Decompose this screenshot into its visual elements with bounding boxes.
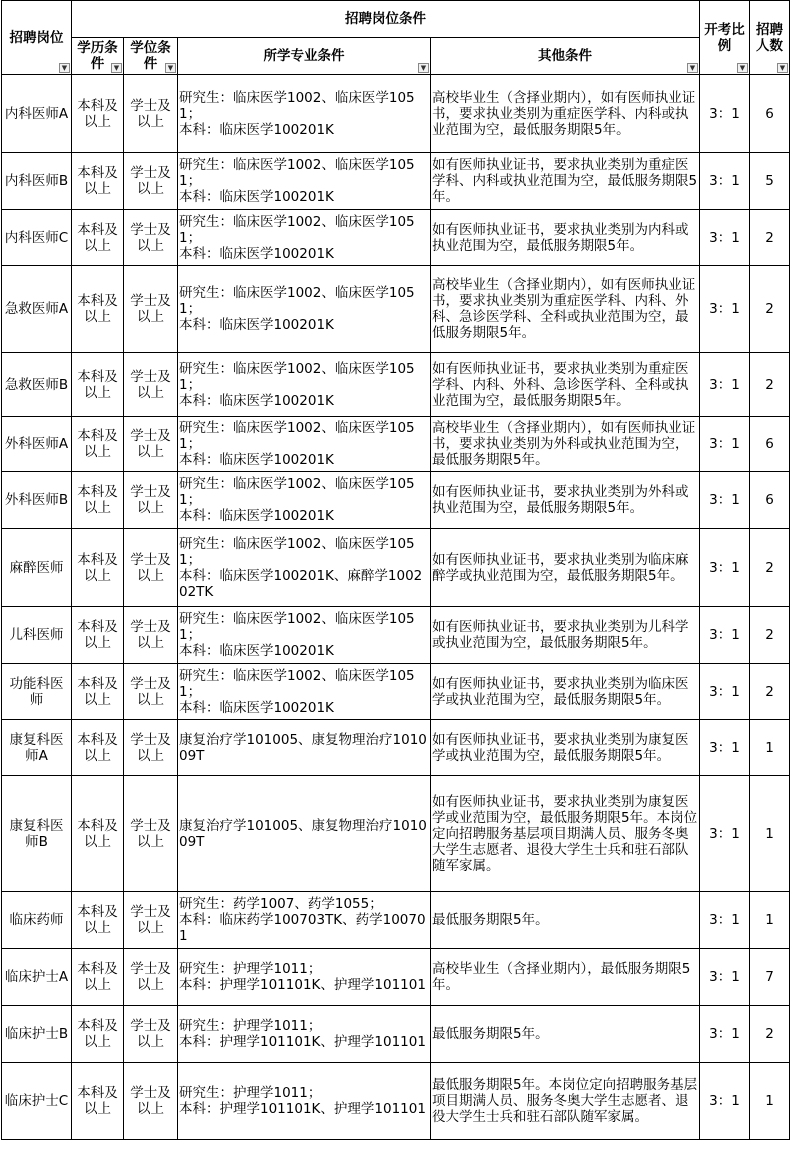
cell-position: 急救医师B bbox=[2, 353, 72, 417]
cell-count: 2 bbox=[750, 529, 790, 607]
cell-count: 2 bbox=[750, 1006, 790, 1063]
cell-education: 本科及以上 bbox=[72, 417, 124, 472]
cell-major: 研究生：临床医学1002、临床医学1051； 本科：临床医学100201K、麻醉学100202TK bbox=[178, 529, 431, 607]
cell-degree: 学士及以上 bbox=[124, 1006, 178, 1063]
cell-major: 研究生：临床医学1002、临床医学1051； 本科：临床医学100201K bbox=[178, 266, 431, 353]
dropdown-filter-icon[interactable]: ▼ bbox=[165, 63, 176, 73]
cell-count: 6 bbox=[750, 75, 790, 153]
cell-ratio: 3：1 bbox=[700, 1063, 750, 1140]
table-row bbox=[2, 1063, 790, 1140]
cell-major: 研究生：临床医学1002、临床医学1051； 本科：临床医学100201K bbox=[178, 75, 431, 153]
cell-major: 研究生：药学1007、药学1055； 本科：临床药学100703TK、药学100701 bbox=[178, 892, 431, 949]
cell-education: 本科及以上 bbox=[72, 720, 124, 776]
cell-position: 临床药师 bbox=[2, 892, 72, 949]
cell-position: 康复科医师A bbox=[2, 720, 72, 776]
cell-degree: 学士及以上 bbox=[124, 353, 178, 417]
cell-education: 本科及以上 bbox=[72, 353, 124, 417]
dropdown-filter-icon[interactable]: ▼ bbox=[777, 63, 788, 73]
cell-count: 1 bbox=[750, 1063, 790, 1140]
cell-ratio: 3：1 bbox=[700, 266, 750, 353]
cell-position: 功能科医师 bbox=[2, 664, 72, 720]
cell-degree: 学士及以上 bbox=[124, 1063, 178, 1140]
cell-education: 本科及以上 bbox=[72, 75, 124, 153]
cell-count: 2 bbox=[750, 210, 790, 266]
cell-ratio: 3：1 bbox=[700, 472, 750, 529]
cell-major: 研究生：临床医学1002、临床医学1051； 本科：临床医学100201K bbox=[178, 607, 431, 664]
cell-degree: 学士及以上 bbox=[124, 949, 178, 1006]
cell-education: 本科及以上 bbox=[72, 529, 124, 607]
cell-position: 外科医师B bbox=[2, 472, 72, 529]
header-major bbox=[178, 38, 431, 75]
cell-education: 本科及以上 bbox=[72, 1006, 124, 1063]
cell-position: 康复科医师B bbox=[2, 776, 72, 892]
cell-ratio: 3：1 bbox=[700, 529, 750, 607]
cell-education: 本科及以上 bbox=[72, 1063, 124, 1140]
header-conditions-label: 招聘岗位条件 bbox=[345, 11, 426, 27]
header-other-label: 其他条件 bbox=[538, 48, 592, 64]
header-position bbox=[2, 1, 72, 75]
cell-position: 临床护士B bbox=[2, 1006, 72, 1063]
cell-degree: 学士及以上 bbox=[124, 720, 178, 776]
cell-degree: 学士及以上 bbox=[124, 266, 178, 353]
cell-other: 高校毕业生（含择业期内），如有医师执业证书，要求执业类别为重症医学科、内科、外科、急诊医学科、全科或执业范围为空，最低服务期限5年。 bbox=[431, 266, 700, 353]
cell-other: 最低服务期限5年。 bbox=[431, 1006, 700, 1063]
cell-other: 高校毕业生（含择业期内），如有医师执业证书，要求执业类别为外科或执业范围为空，最低服务期限5年。 bbox=[431, 417, 700, 472]
cell-major: 研究生：临床医学1002、临床医学1051； 本科：临床医学100201K bbox=[178, 417, 431, 472]
cell-ratio: 3：1 bbox=[700, 75, 750, 153]
cell-ratio: 3：1 bbox=[700, 1006, 750, 1063]
cell-education: 本科及以上 bbox=[72, 153, 124, 210]
cell-education: 本科及以上 bbox=[72, 664, 124, 720]
cell-ratio: 3：1 bbox=[700, 949, 750, 1006]
header-count-label: 招聘人数 bbox=[756, 21, 783, 54]
cell-major: 研究生：临床医学1002、临床医学1051； 本科：临床医学100201K bbox=[178, 153, 431, 210]
cell-count: 6 bbox=[750, 417, 790, 472]
cell-position: 临床护士C bbox=[2, 1063, 72, 1140]
cell-ratio: 3：1 bbox=[700, 664, 750, 720]
cell-major: 研究生：临床医学1002、临床医学1051； 本科：临床医学100201K bbox=[178, 210, 431, 266]
header-other bbox=[431, 38, 700, 75]
cell-degree: 学士及以上 bbox=[124, 417, 178, 472]
cell-other: 如有医师执业证书，要求执业类别为重症医学科、内科、外科、急诊医学科、全科或执业范围为空，最低服务期限5年。 bbox=[431, 353, 700, 417]
cell-other: 如有医师执业证书，要求执业类别为儿科学或执业范围为空，最低服务期限5年。 bbox=[431, 607, 700, 664]
dropdown-filter-icon[interactable]: ▼ bbox=[59, 63, 70, 73]
cell-other: 如有医师执业证书，要求执业类别为临床医学或执业范围为空，最低服务期限5年。 bbox=[431, 664, 700, 720]
table-row bbox=[2, 776, 790, 892]
table-row bbox=[2, 153, 790, 210]
cell-education: 本科及以上 bbox=[72, 949, 124, 1006]
cell-position: 儿科医师 bbox=[2, 607, 72, 664]
table-row bbox=[2, 529, 790, 607]
table-row bbox=[2, 607, 790, 664]
cell-education: 本科及以上 bbox=[72, 776, 124, 892]
cell-count: 2 bbox=[750, 664, 790, 720]
cell-position: 内科医师A bbox=[2, 75, 72, 153]
table-row bbox=[2, 1006, 790, 1063]
cell-major: 研究生：临床医学1002、临床医学1051； 本科：临床医学100201K bbox=[178, 664, 431, 720]
cell-ratio: 3：1 bbox=[700, 153, 750, 210]
dropdown-filter-icon[interactable]: ▼ bbox=[418, 63, 429, 73]
cell-ratio: 3：1 bbox=[700, 353, 750, 417]
cell-count: 6 bbox=[750, 472, 790, 529]
header-ratio-label: 开考比例 bbox=[704, 21, 745, 54]
header-education-label: 学历条件 bbox=[77, 40, 118, 72]
recruitment-table bbox=[1, 0, 790, 1140]
cell-other: 如有医师执业证书，要求执业类别为外科或执业范围为空，最低服务期限5年。 bbox=[431, 472, 700, 529]
header-position-label: 招聘岗位 bbox=[9, 29, 64, 46]
cell-degree: 学士及以上 bbox=[124, 210, 178, 266]
dropdown-filter-icon[interactable]: ▼ bbox=[737, 63, 748, 73]
header-education bbox=[72, 38, 124, 75]
table-row bbox=[2, 353, 790, 417]
cell-count: 1 bbox=[750, 720, 790, 776]
cell-other: 高校毕业生（含择业期内），最低服务期限5年。 bbox=[431, 949, 700, 1006]
cell-count: 2 bbox=[750, 266, 790, 353]
table-row bbox=[2, 210, 790, 266]
cell-count: 7 bbox=[750, 949, 790, 1006]
cell-education: 本科及以上 bbox=[72, 472, 124, 529]
cell-other: 高校毕业生（含择业期内），如有医师执业证书，要求执业类别为重症医学科、内科或执业范围为空，最低服务期限5年。 bbox=[431, 75, 700, 153]
cell-degree: 学士及以上 bbox=[124, 472, 178, 529]
cell-position: 内科医师C bbox=[2, 210, 72, 266]
cell-education: 本科及以上 bbox=[72, 892, 124, 949]
cell-degree: 学士及以上 bbox=[124, 776, 178, 892]
cell-major: 研究生：临床医学1002、临床医学1051； 本科：临床医学100201K bbox=[178, 472, 431, 529]
table-row bbox=[2, 664, 790, 720]
cell-count: 2 bbox=[750, 607, 790, 664]
header-degree bbox=[124, 38, 178, 75]
table-row bbox=[2, 417, 790, 472]
cell-major: 研究生：护理学1011； 本科：护理学101101K、护理学101101 bbox=[178, 1063, 431, 1140]
cell-education: 本科及以上 bbox=[72, 607, 124, 664]
table-row bbox=[2, 892, 790, 949]
cell-position: 内科医师B bbox=[2, 153, 72, 210]
cell-other: 如有医师执业证书，要求执业类别为康复医学或执业范围为空，最低服务期限5年。 bbox=[431, 720, 700, 776]
dropdown-filter-icon[interactable]: ▼ bbox=[687, 63, 698, 73]
cell-degree: 学士及以上 bbox=[124, 75, 178, 153]
cell-degree: 学士及以上 bbox=[124, 664, 178, 720]
cell-degree: 学士及以上 bbox=[124, 529, 178, 607]
cell-count: 1 bbox=[750, 776, 790, 892]
table-row bbox=[2, 266, 790, 353]
cell-ratio: 3：1 bbox=[700, 776, 750, 892]
cell-other: 如有医师执业证书，要求执业类别为临床麻醉学或执业范围为空，最低服务期限5年。 bbox=[431, 529, 700, 607]
cell-ratio: 3：1 bbox=[700, 210, 750, 266]
cell-major: 研究生：临床医学1002、临床医学1051； 本科：临床医学100201K bbox=[178, 353, 431, 417]
cell-major: 康复治疗学101005、康复物理治疗101009T bbox=[178, 720, 431, 776]
cell-major: 康复治疗学101005、康复物理治疗101009T bbox=[178, 776, 431, 892]
cell-ratio: 3：1 bbox=[700, 892, 750, 949]
cell-education: 本科及以上 bbox=[72, 210, 124, 266]
cell-ratio: 3：1 bbox=[700, 720, 750, 776]
header-major-label: 所学专业条件 bbox=[263, 48, 345, 64]
cell-degree: 学士及以上 bbox=[124, 607, 178, 664]
header-conditions-group bbox=[72, 1, 700, 38]
cell-degree: 学士及以上 bbox=[124, 153, 178, 210]
table-row bbox=[2, 720, 790, 776]
table-row bbox=[2, 472, 790, 529]
cell-other: 最低服务期限5年。 bbox=[431, 892, 700, 949]
cell-position: 外科医师A bbox=[2, 417, 72, 472]
cell-degree: 学士及以上 bbox=[124, 892, 178, 949]
cell-ratio: 3：1 bbox=[700, 607, 750, 664]
dropdown-filter-icon[interactable]: ▼ bbox=[111, 63, 122, 73]
cell-count: 5 bbox=[750, 153, 790, 210]
cell-count: 1 bbox=[750, 892, 790, 949]
cell-education: 本科及以上 bbox=[72, 266, 124, 353]
cell-other: 如有医师执业证书，要求执业类别为重症医学科、内科或执业范围为空，最低服务期限5年。 bbox=[431, 153, 700, 210]
cell-major: 研究生：护理学1011； 本科：护理学101101K、护理学101101 bbox=[178, 949, 431, 1006]
header-count bbox=[750, 1, 790, 75]
cell-position: 急救医师A bbox=[2, 266, 72, 353]
table-row bbox=[2, 949, 790, 1006]
cell-count: 2 bbox=[750, 353, 790, 417]
cell-ratio: 3：1 bbox=[700, 417, 750, 472]
cell-other: 如有医师执业证书，要求执业类别为康复医学或业范围为空，最低服务期限5年。本岗位定向招聘服务基层项目期满人员、服务冬奥大学生志愿者、退役大学生士兵和驻石部队随军家属。 bbox=[431, 776, 700, 892]
cell-other: 最低服务期限5年。本岗位定向招聘服务基层项目期满人员、服务冬奥大学生志愿者、退役大学生士兵和驻石部队随军家属。 bbox=[431, 1063, 700, 1140]
cell-position: 临床护士A bbox=[2, 949, 72, 1006]
header-ratio bbox=[700, 1, 750, 75]
header-degree-label: 学位条件 bbox=[130, 40, 171, 72]
cell-other: 如有医师执业证书，要求执业类别为内科或执业范围为空，最低服务期限5年。 bbox=[431, 210, 700, 266]
cell-position: 麻醉医师 bbox=[2, 529, 72, 607]
table-row bbox=[2, 75, 790, 153]
cell-major: 研究生：护理学1011； 本科：护理学101101K、护理学101101 bbox=[178, 1006, 431, 1063]
